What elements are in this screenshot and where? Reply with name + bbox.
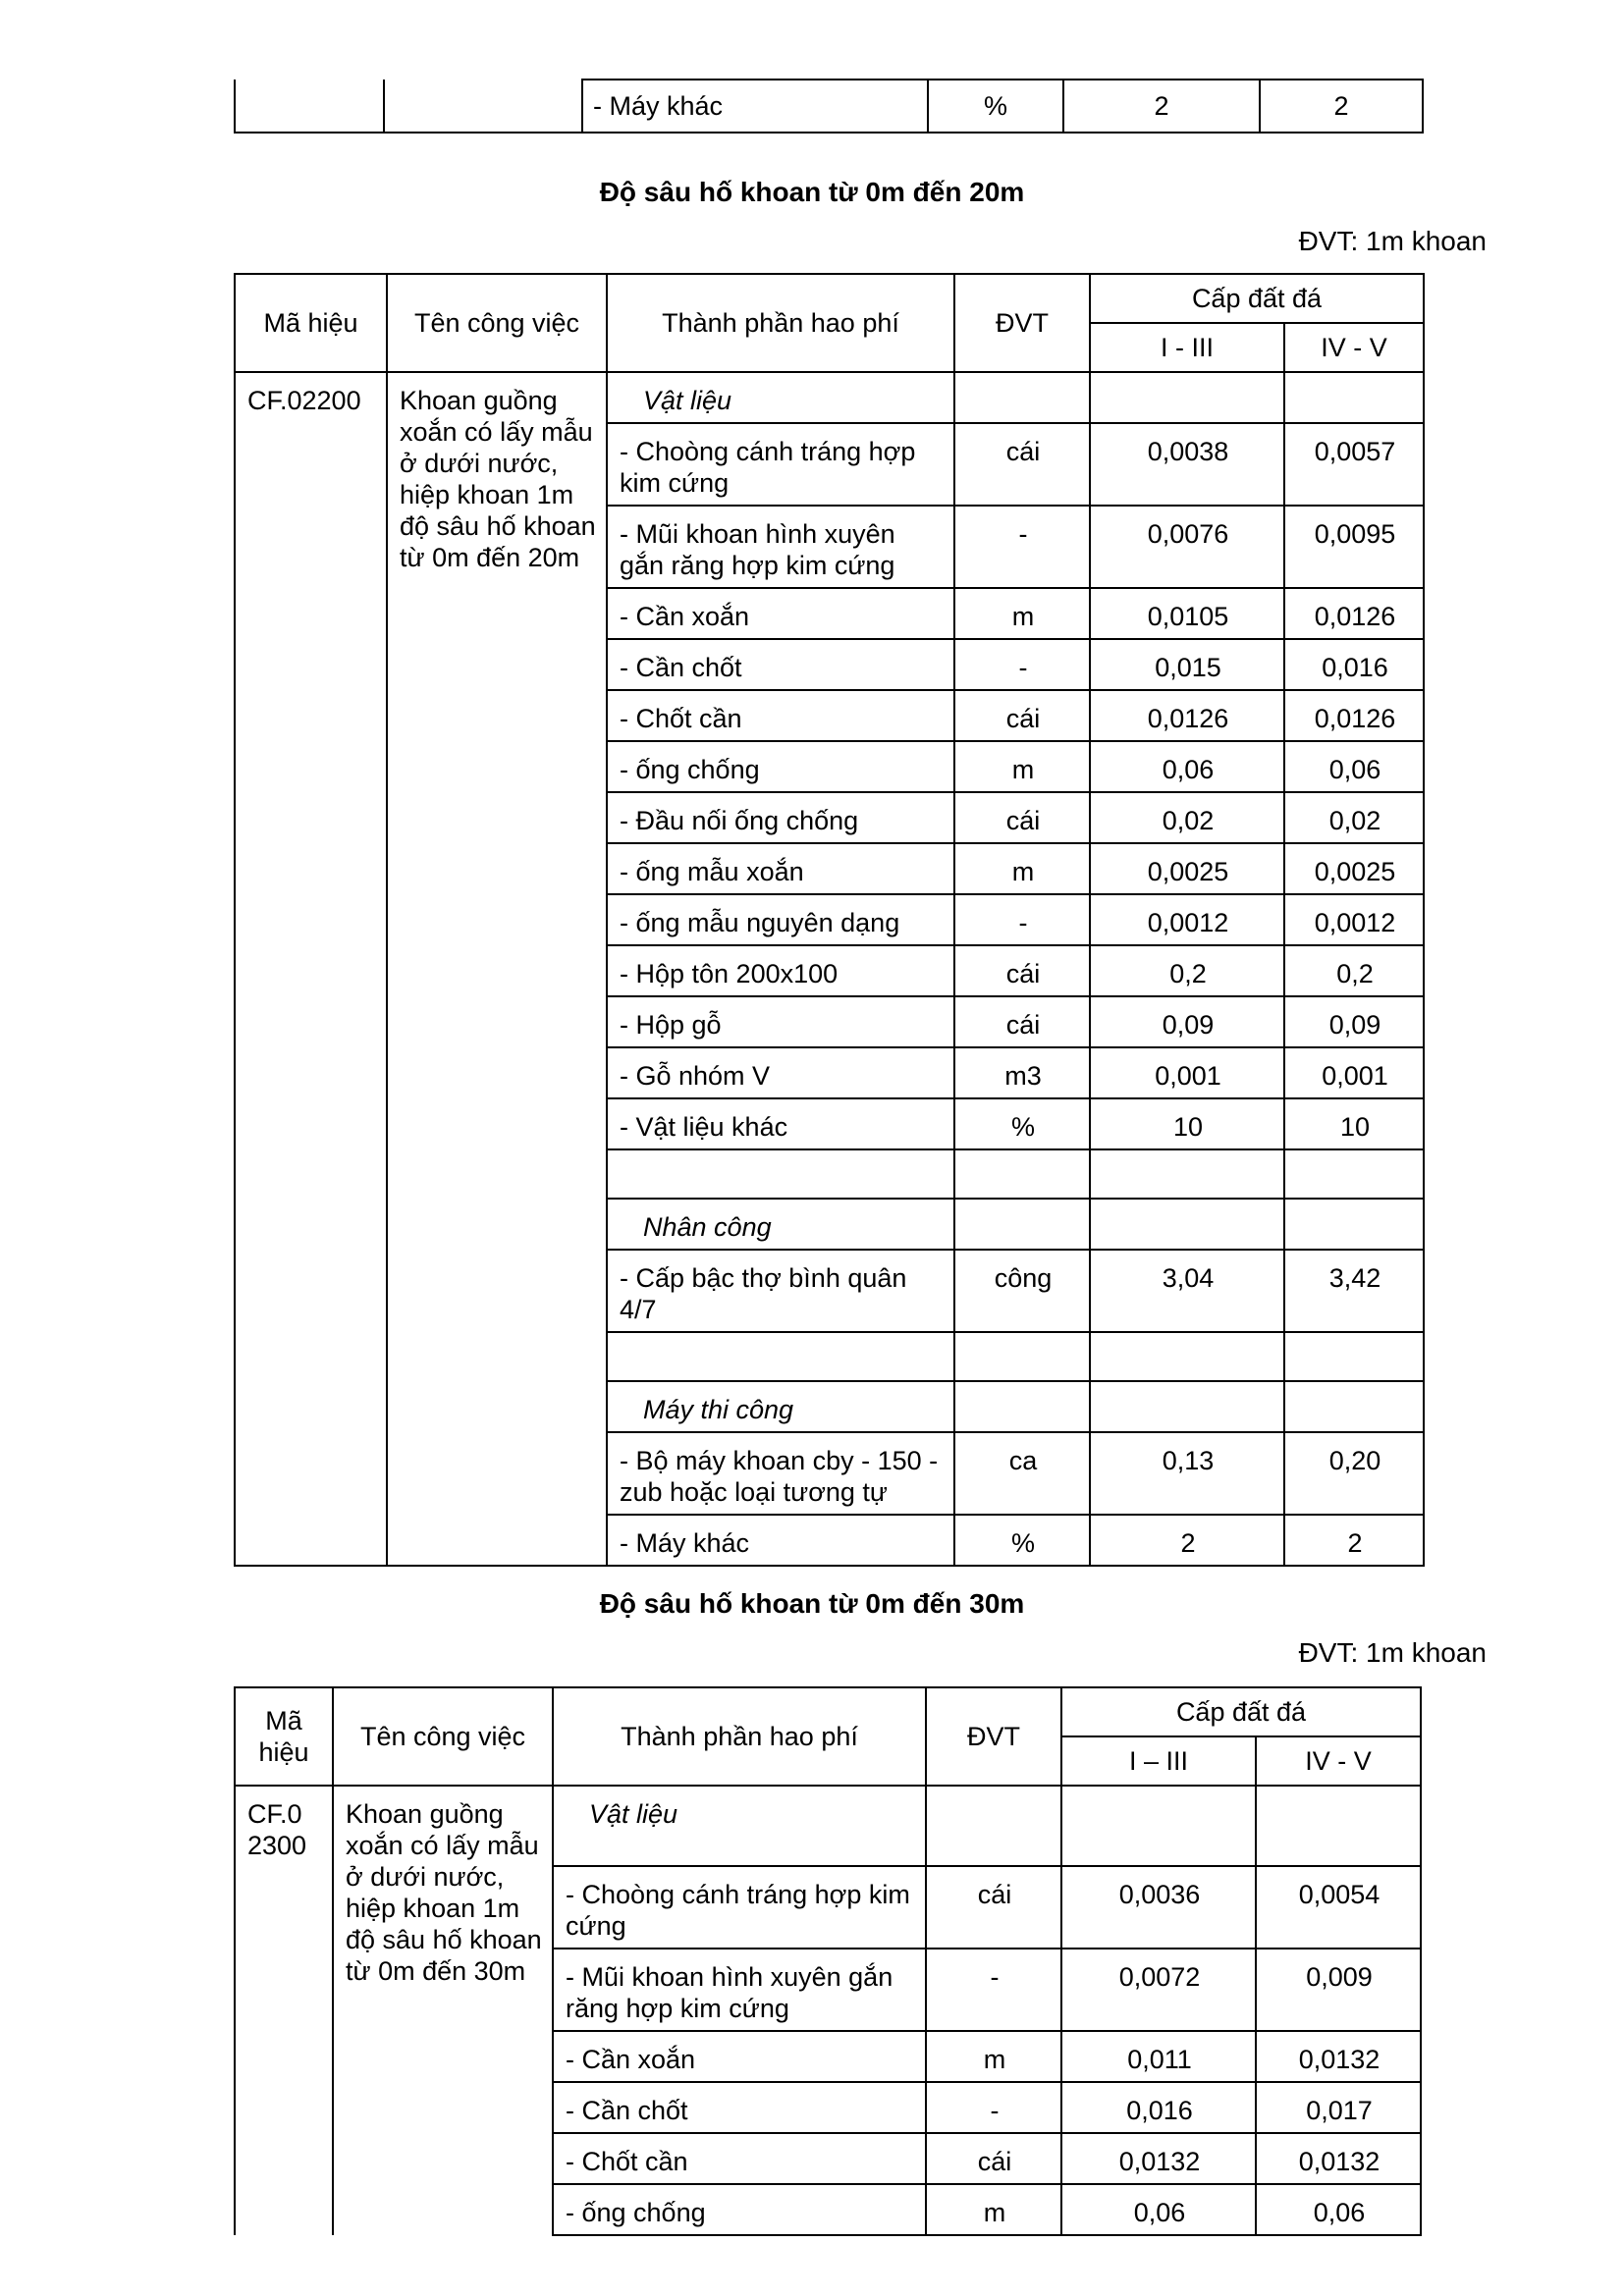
cell-component: - Cần xoắn [553, 2031, 926, 2082]
cell-component: - Cần chốt [553, 2082, 926, 2133]
cell-value-2 [1284, 1199, 1424, 1250]
unit-note: ĐVT: 1m khoan [1298, 226, 1487, 256]
cell-value-1: 0,06 [1090, 741, 1284, 792]
cell-empty [235, 80, 384, 133]
cell-component: - Mũi khoan hình xuyên gắn răng hợp kim cứng [553, 1949, 926, 2031]
cell-component: - Máy khác [607, 1515, 954, 1566]
cell-component: - Đầu nối ống chống [607, 792, 954, 843]
cell-value-1: 0,016 [1061, 2082, 1256, 2133]
header-grade-1: I - III [1090, 323, 1284, 372]
cell-component: - Hộp tôn 200x100 [607, 945, 954, 996]
header-code: Mã hiệu [235, 274, 387, 372]
cell-unit: cái [926, 2133, 1061, 2184]
cell-value-1 [1090, 1149, 1284, 1199]
cell-value-2: 0,0025 [1284, 843, 1424, 894]
cell-value-2: 0,02 [1284, 792, 1424, 843]
cell-value-1: 0,13 [1090, 1432, 1284, 1515]
header-grade: Cấp đất đá [1090, 274, 1424, 323]
cell-value-2 [1284, 1332, 1424, 1381]
cell-unit [954, 1332, 1090, 1381]
cell-unit: m [926, 2184, 1061, 2235]
header-work: Tên công việc [387, 274, 607, 372]
cell-unit: m [926, 2031, 1061, 2082]
cell-category: Máy thi công [607, 1381, 954, 1432]
cell-value-2: 0,0132 [1256, 2031, 1421, 2082]
header-grade: Cấp đất đá [1061, 1687, 1421, 1736]
cell-unit: m [954, 843, 1090, 894]
cell-component: - Hộp gỗ [607, 996, 954, 1047]
cell-value-2: 0,017 [1256, 2082, 1421, 2133]
cell-value-2: 0,06 [1284, 741, 1424, 792]
cell-value-1: 0,0072 [1061, 1949, 1256, 2031]
cell-category: Vật liệu [607, 372, 954, 423]
cell-value-1 [1090, 1332, 1284, 1381]
cell-value-1: 0,0126 [1090, 690, 1284, 741]
cell-value-1: 0,015 [1090, 639, 1284, 690]
cell-component: - Chốt cần [553, 2133, 926, 2184]
cell-component: - ống mẫu nguyên dạng [607, 894, 954, 945]
cell-value-2: 0,0054 [1256, 1866, 1421, 1949]
cell-value-1: 0,011 [1061, 2031, 1256, 2082]
table-row [235, 80, 1423, 133]
header-row [235, 1687, 1421, 1736]
cell-value-1: 0,06 [1061, 2184, 1256, 2235]
cell-unit [926, 1786, 1061, 1866]
cell-value-2: 0,20 [1284, 1432, 1424, 1515]
cell-value-1 [1061, 1786, 1256, 1866]
cell-component: - ống chống [607, 741, 954, 792]
cell-value-2: 0,0012 [1284, 894, 1424, 945]
cell-value-2: 2 [1284, 1515, 1424, 1566]
cell-unit: công [954, 1250, 1090, 1332]
header-row [235, 274, 1424, 323]
cell-value-1: 0,02 [1090, 792, 1284, 843]
cell-unit: - [954, 894, 1090, 945]
cell-unit [954, 1199, 1090, 1250]
cell-component: - Cấp bậc thợ bình quân 4/7 [607, 1250, 954, 1332]
cell-code: CF.0 2300 [235, 1786, 333, 2235]
cell-value-2: 0,001 [1284, 1047, 1424, 1098]
cell-component: - Cần chốt [607, 639, 954, 690]
cell-category: Vật liệu [553, 1786, 926, 1866]
cell-value-1: 2 [1090, 1515, 1284, 1566]
header-grade-1: I – III [1061, 1736, 1256, 1786]
cell-value-1: 0,0076 [1090, 506, 1284, 588]
cell-value-1: 0,0132 [1061, 2133, 1256, 2184]
cell-unit [954, 1149, 1090, 1199]
header-component: Thành phần hao phí [553, 1687, 926, 1786]
header-code: Mã hiệu [235, 1687, 333, 1786]
header-grade-2: IV - V [1284, 323, 1424, 372]
cell-unit: % [928, 80, 1063, 133]
cell-unit: cái [954, 792, 1090, 843]
cell-value-2: 0,0057 [1284, 423, 1424, 506]
cell-unit: cái [954, 690, 1090, 741]
cell-component: - Chốt cần [607, 690, 954, 741]
cell-unit: % [954, 1515, 1090, 1566]
header-grade-2: IV - V [1256, 1736, 1421, 1786]
table-row [235, 1786, 1421, 1866]
cell-value-2 [1284, 1149, 1424, 1199]
cell-value-2: 0,2 [1284, 945, 1424, 996]
cell-value-1: 0,0012 [1090, 894, 1284, 945]
cell-component: - ống chống [553, 2184, 926, 2235]
cell-component: - Vật liệu khác [607, 1098, 954, 1149]
cell-unit: % [954, 1098, 1090, 1149]
unit-note: ĐVT: 1m khoan [1298, 1637, 1487, 1668]
cell-value-2: 0,09 [1284, 996, 1424, 1047]
cell-value-2: 0,009 [1256, 1949, 1421, 2031]
cell-unit: m [954, 588, 1090, 639]
cell-value-1 [1090, 372, 1284, 423]
cell-value-1: 0,0036 [1061, 1866, 1256, 1949]
cell-component: - Bộ máy khoan cby - 150 - zub hoặc loại tương tự [607, 1432, 954, 1515]
cell-value-2: 3,42 [1284, 1250, 1424, 1332]
cell-value-1 [1090, 1199, 1284, 1250]
cell-value-1: 2 [1063, 80, 1260, 133]
cell-value-2 [1284, 372, 1424, 423]
cell-value-1: 10 [1090, 1098, 1284, 1149]
cell-value-1: 3,04 [1090, 1250, 1284, 1332]
cell-value-1: 0,0025 [1090, 843, 1284, 894]
cell-value-1: 0,0105 [1090, 588, 1284, 639]
cell-unit: cái [954, 423, 1090, 506]
cell-work-name: Khoan guồng xoắn có lấy mẫu ở dưới nước, hiệp khoan 1m độ sâu hố khoan từ 0m đến 20m [387, 372, 607, 1566]
cell-unit: - [954, 506, 1090, 588]
cell-value-2: 0,0132 [1256, 2133, 1421, 2184]
cell-unit: ca [954, 1432, 1090, 1515]
cell-value-2: 0,06 [1256, 2184, 1421, 2235]
cell-empty [384, 80, 582, 133]
cell-value-1: 0,2 [1090, 945, 1284, 996]
cell-unit: cái [954, 996, 1090, 1047]
cell-unit: cái [954, 945, 1090, 996]
continuation-table [234, 79, 1424, 133]
cell-value-2: 2 [1260, 80, 1423, 133]
cell-value-2: 0,016 [1284, 639, 1424, 690]
cell-work-name: Khoan guồng xoắn có lấy mẫu ở dưới nước, hiệp khoan 1m độ sâu hố khoan từ 0m đến 30m [333, 1786, 553, 2235]
cell-component: - Mũi khoan hình xuyên gắn răng hợp kim cứng [607, 506, 954, 588]
cell-unit [954, 372, 1090, 423]
norm-table [234, 1686, 1422, 2236]
cell-category: Nhân công [607, 1199, 954, 1250]
cell-component [607, 1149, 954, 1199]
header-unit: ĐVT [954, 274, 1090, 372]
cell-value-2 [1284, 1381, 1424, 1432]
section-heading: Độ sâu hố khoan từ 0m đến 30m [599, 1588, 1025, 1619]
cell-component: - Choòng cánh tráng hợp kim cứng [607, 423, 954, 506]
cell-unit: - [926, 1949, 1061, 2031]
cell-unit: m [954, 741, 1090, 792]
cell-value-1 [1090, 1381, 1284, 1432]
cell-value-2: 0,0126 [1284, 690, 1424, 741]
cell-component: - Máy khác [582, 80, 928, 133]
cell-unit: cái [926, 1866, 1061, 1949]
cell-value-2 [1256, 1786, 1421, 1866]
cell-value-1: 0,09 [1090, 996, 1284, 1047]
cell-component: - Gỗ nhóm V [607, 1047, 954, 1098]
cell-component: - Choòng cánh tráng hợp kim cứng [553, 1866, 926, 1949]
table-row [235, 372, 1424, 423]
cell-unit [954, 1381, 1090, 1432]
header-component: Thành phần hao phí [607, 274, 954, 372]
cell-value-1: 0,0038 [1090, 423, 1284, 506]
cell-code: CF.02200 [235, 372, 387, 1566]
cell-component [607, 1332, 954, 1381]
norm-table [234, 273, 1425, 1567]
cell-value-2: 10 [1284, 1098, 1424, 1149]
cell-value-2: 0,0126 [1284, 588, 1424, 639]
cell-component: - ống mẫu xoắn [607, 843, 954, 894]
cell-value-1: 0,001 [1090, 1047, 1284, 1098]
cell-unit: - [954, 639, 1090, 690]
cell-value-2: 0,0095 [1284, 506, 1424, 588]
cell-component: - Cần xoắn [607, 588, 954, 639]
header-unit: ĐVT [926, 1687, 1061, 1786]
cell-unit: - [926, 2082, 1061, 2133]
section-heading: Độ sâu hố khoan từ 0m đến 20m [599, 177, 1025, 207]
cell-unit: m3 [954, 1047, 1090, 1098]
header-work: Tên công việc [333, 1687, 553, 1786]
